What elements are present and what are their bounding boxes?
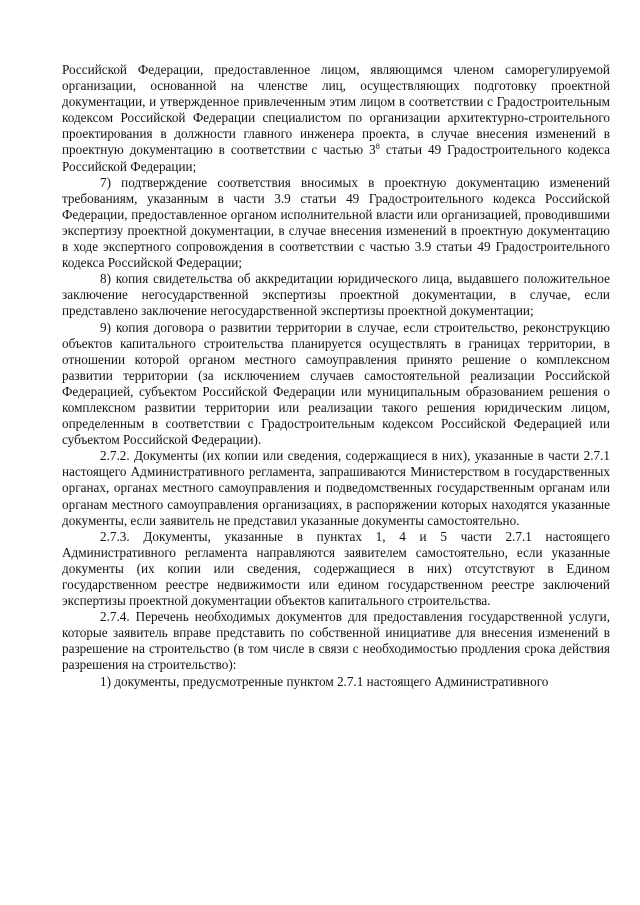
paragraph-item-7 <box>62 175 610 272</box>
paragraph-text: 2.7.3. Документы, указанные в пунктах 1, 4 и 5 части 2.7.1 настоящего Административного регламента направляются заявителем самостоятельно, если указанные документы (их копии или сведения, содержащиеся в них) отсутствуют в Едином государственном реестре недвижимости или едином государственном реестре заключений экспертизы проектной документации объектов капитального строительства. <box>62 528 610 609</box>
paragraph-2-7-3 <box>62 529 610 609</box>
paragraph-item-8 <box>62 271 610 319</box>
paragraph-text: статьи 49 Градостроительного кодекса Российской Федерации; <box>62 142 610 174</box>
paragraph-item-9 <box>62 320 610 449</box>
superscript-number: 8 <box>375 141 380 152</box>
paragraph-text: Российской Федерации, предоставленное лицом, являющимся членом саморегулируемой организации, основанной на членстве лиц, осуществляющих подготовку проектной документации, и утвержденное привлеченным этим лицом в соответствии с Градостроительным кодексом Российской Федерации специалистом по организации архитектурно-строительного проектирования в должности главного инженера проекта, в случае внесения изменений в проектную документацию в соответствии с частью 3 <box>62 62 610 158</box>
document-page <box>62 62 610 690</box>
paragraph-text: 1) документы, предусмотренные пунктом 2.7.1 настоящего Административного <box>100 673 549 689</box>
paragraph-item-6-continuation <box>62 62 610 175</box>
paragraph-2-7-2 <box>62 448 610 528</box>
paragraph-text: 2.7.2. Документы (их копии или сведения, содержащиеся в них), указанные в части 2.7.1 настоящего Административного регламента, запрашиваются Министерством в государственных органах, органах местного самоуправления и подведомственных государственным органам или органам местного самоуправления организациях, в распоряжении которых находятся указанные документы, если заявитель не представил указанные документы самостоятельно. <box>62 448 610 528</box>
paragraph-text: 2.7.4. Перечень необходимых документов для предоставления государственной услуги, которые заявитель вправе представить по собственной инициативе для внесения изменений в разрешение на строительство (в том числе в связи с необходимостью продления срока действия разрешения на строительство): <box>62 609 610 673</box>
paragraph-2-7-4-item-1 <box>62 674 610 690</box>
paragraph-text: 7) подтверждение соответствия вносимых в проектную документацию изменений требованиям, указанным в части 3.9 статьи 49 Градостроительного кодекса Российской Федерации, предоставленное органом исполнительной власти или организацией, проводившими экспертизу проектной документации, в случае внесения изменений в проектную документацию в ходе экспертного сопровождения в соответствии с частью 3.9 статьи 49 Градостроительного кодекса Российской Федерации; <box>62 174 610 271</box>
paragraph-text: 9) копия договора о развитии территории в случае, если строительство, реконструкцию объектов капитального строительства планируется осуществлять в границах территории, в отношении которой органом местного самоуправления принято решение о комплексном развитии территории (за исключением случаев самостоятельной реализации Российской Федерацией, субъектом Российской Федерации или муниципальным образованием решения о комплексном развитии территории или реализации такого решения юридическим лицом, определенным в соответствии с Градостроительным кодексом Российской Федерацией или субъектом Российской Федерации). <box>62 319 610 448</box>
paragraph-text: 8) копия свидетельства об аккредитации юридического лица, выдавшего положительное заключение негосударственной экспертизы проектной документации, в случае, если представлено заключение негосударственной экспертизы проектной документации; <box>62 271 610 319</box>
paragraph-2-7-4 <box>62 609 610 673</box>
